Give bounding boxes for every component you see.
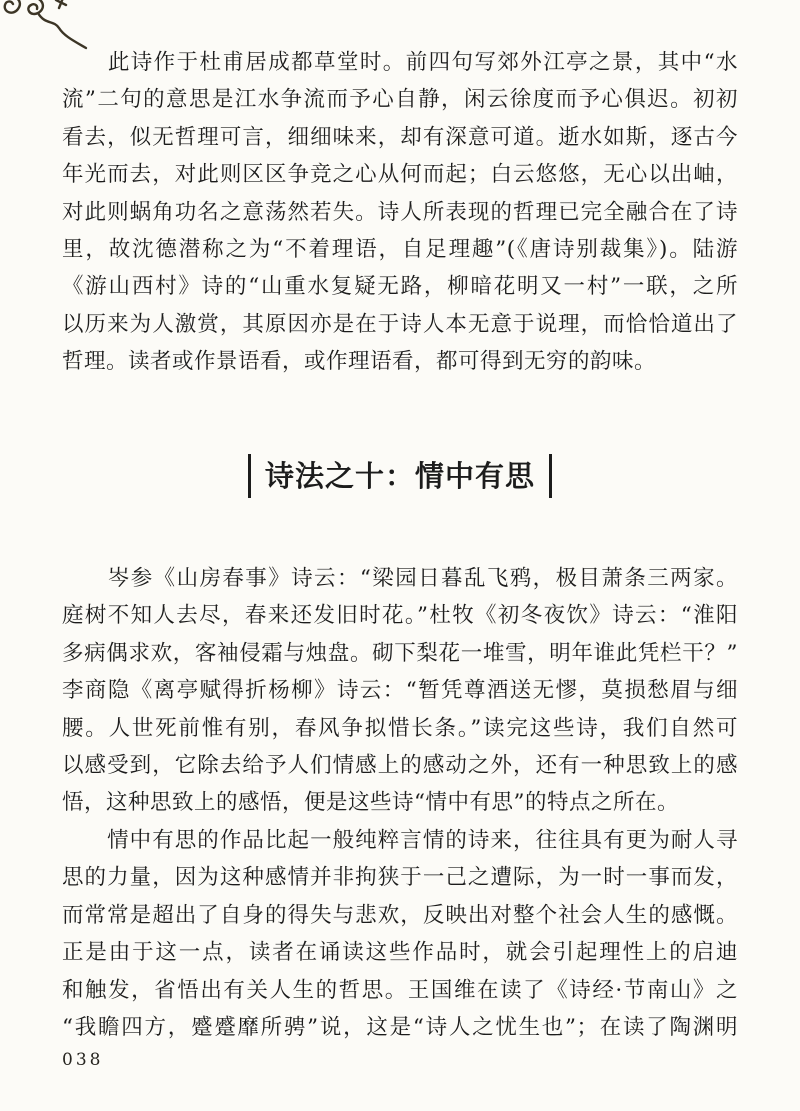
section-heading-title: 诗法之十：情中有思: [264, 459, 535, 493]
text-line: 以感受到，它除去给予人们情感上的感动之外，还有一种思致上的感: [62, 753, 738, 779]
text-line: “我瞻四方，蹙蹙靡所骋”说，这是“诗人之忧生也”；在读了陶渊明: [62, 1015, 738, 1041]
text-line: 以历来为人激赏，其原因亦是在于诗人本无意于说理，而恰恰道出了: [62, 311, 738, 337]
text-line: 腰。人世死前惟有别，春风争拟惜长条。”读完这些诗，我们自然可: [62, 715, 738, 741]
text-line: 看去，似无哲理可言，细细味来，却有深意可道。逝水如斯，逐古今: [62, 124, 738, 150]
heading-rule-right: [549, 454, 552, 498]
text-line: 流”二句的意思是江水争流而予心自静，闲云徐度而予心俱迟。初初: [62, 87, 738, 113]
paragraph-2: [62, 560, 738, 822]
text-line: 哲理。读者或作景语看，或作理语看，都可得到无穷的韵味。: [62, 349, 657, 375]
text-line: 庭树不知人去尽，春来还发旧时花。”杜牧《初冬夜饮》诗云：“淮阳: [62, 603, 738, 629]
text-line: 李商隐《离亭赋得折杨柳》诗云：“暂凭尊酒送无憀，莫损愁眉与细: [62, 678, 738, 704]
text-line: 此诗作于杜甫居成都草堂时。前四句写郊外江亭之景，其中“水: [62, 50, 738, 75]
paragraph-1: [62, 44, 738, 381]
heading-rule-left: [248, 454, 251, 498]
text-line: 多病偶求欢，客袖侵霜与烛盘。砌下梨花一堆雪，明年谁此凭栏干？”: [62, 640, 738, 666]
text-line: 对此则蜗角功名之意荡然若失。诗人所表现的哲理已完全融合在了诗: [62, 199, 738, 225]
text-line: 思的力量，因为这种感情并非拘狭于一己之遭际，为一时一事而发，: [62, 865, 738, 891]
page-number: 038: [62, 1050, 104, 1070]
text-line: 悟，这种思致上的感悟，便是这些诗“情中有思”的特点之所在。: [62, 790, 679, 816]
text-line: 《游山西村》诗的“山重水复疑无路，柳暗花明又一村”一联，之所: [62, 274, 738, 300]
text-line: 岑参《山房春事》诗云：“梁园日暮乱飞鸦，极目萧条三两家。: [62, 566, 738, 591]
text-line: 而常常是超出了自身的得失与悲欢，反映出对整个社会人生的感慨。: [62, 902, 738, 928]
text-line: 年光而去，对此则区区争竞之心从何而起；白云悠悠，无心以出岫，: [62, 162, 738, 188]
paragraph-3: [62, 822, 738, 1046]
text-line: 和触发，省悟出有关人生的哲思。王国维在读了《诗经·节南山》之: [62, 977, 738, 1003]
section-heading: [62, 452, 738, 500]
text-line: 正是由于这一点，读者在诵读这些作品时，就会引起理性上的启迪: [62, 940, 738, 966]
text-line: 里，故沈德潜称之为“不着理语，自足理趣”(《唐诗别裁集》)。陆游: [62, 237, 738, 263]
text-line: 情中有思的作品比起一般纯粹言情的诗来，往往具有更为耐人寻: [62, 828, 738, 853]
